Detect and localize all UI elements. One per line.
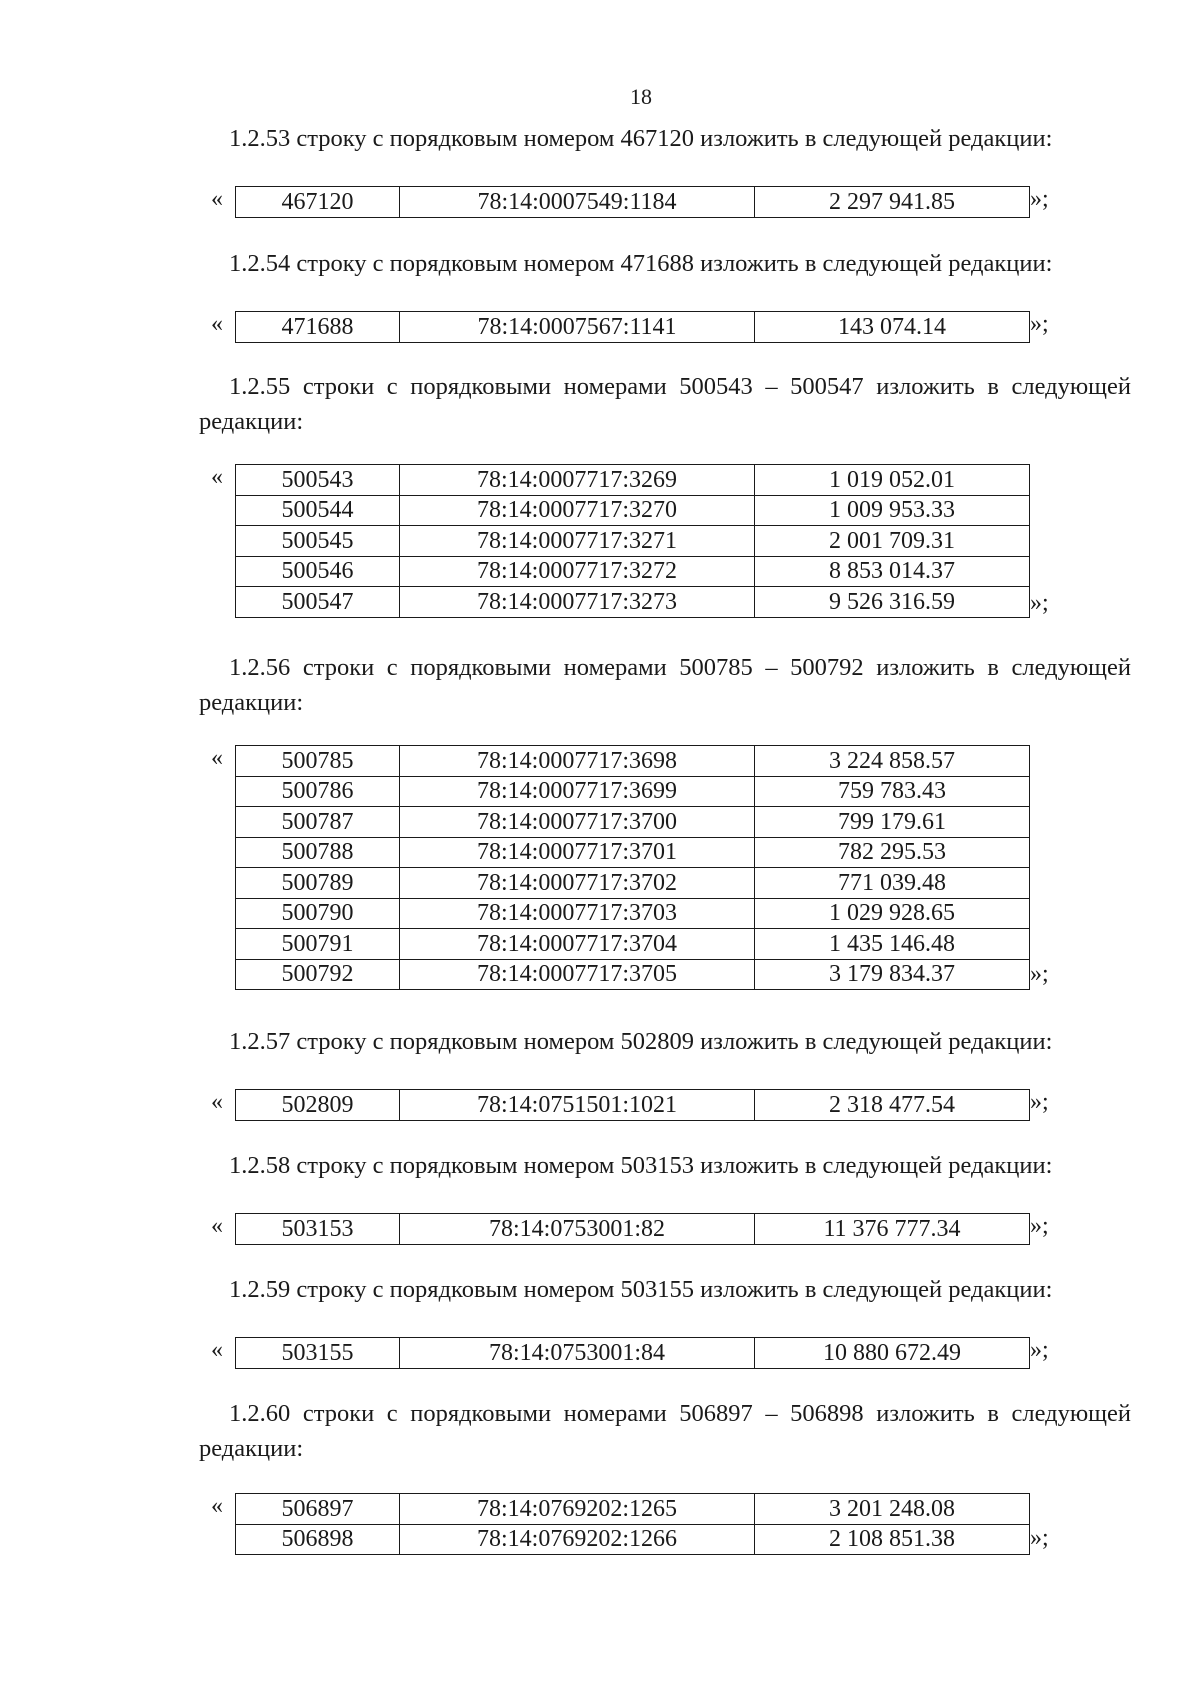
value-cell: 1 029 928.65: [755, 898, 1030, 929]
value-cell: 1 435 146.48: [755, 929, 1030, 960]
close-quote: »;: [1030, 1089, 1049, 1115]
table-row: [236, 187, 1030, 218]
data-table: [235, 1089, 1030, 1121]
open-quote: «: [211, 1493, 223, 1519]
value-cell: 2 108 851.38: [755, 1524, 1030, 1555]
close-quote: »;: [1030, 186, 1049, 212]
cadastral-number-cell: 78:14:0007717:3703: [400, 898, 755, 929]
data-table: [235, 186, 1030, 218]
cadastral-number-cell: 78:14:0007717:3273: [400, 587, 755, 618]
value-cell: 9 526 316.59: [755, 587, 1030, 618]
table-row: [236, 312, 1030, 343]
table-row: [236, 1494, 1030, 1525]
row-number-cell: 500544: [236, 495, 400, 526]
table-row: [236, 929, 1030, 960]
close-quote: »;: [1030, 961, 1049, 987]
section-1-2-54-text: 1.2.54 строку с порядковым номером 471688 изложить в следующей редакции:: [229, 250, 1053, 277]
open-quote: «: [211, 745, 223, 771]
section-1-2-53-text: 1.2.53 строку с порядковым номером 467120 изложить в следующей редакции:: [229, 125, 1053, 152]
cadastral-number-cell: 78:14:0007717:3704: [400, 929, 755, 960]
cadastral-number-cell: 78:14:0769202:1265: [400, 1494, 755, 1525]
value-cell: 8 853 014.37: [755, 556, 1030, 587]
value-cell: 2 001 709.31: [755, 526, 1030, 557]
row-number-cell: 500547: [236, 587, 400, 618]
cadastral-number-cell: 78:14:0007567:1141: [400, 312, 755, 343]
cadastral-number-cell: 78:14:0007549:1184: [400, 187, 755, 218]
row-number-cell: 500789: [236, 868, 400, 899]
data-table: [235, 311, 1030, 343]
section-1-2-57-text: 1.2.57 строку с порядковым номером 502809 изложить в следующей редакции:: [229, 1028, 1053, 1055]
open-quote: «: [211, 1337, 223, 1363]
value-cell: 10 880 672.49: [755, 1338, 1030, 1369]
row-number-cell: 500543: [236, 465, 400, 496]
cadastral-number-cell: 78:14:0007717:3271: [400, 526, 755, 557]
open-quote: «: [211, 1089, 223, 1115]
row-number-cell: 500546: [236, 556, 400, 587]
section-1-2-60-text: 1.2.60 строки с порядковыми номерами 506897 – 506898 изложить в следующей редакции:: [199, 1400, 1131, 1462]
close-quote: »;: [1030, 311, 1049, 337]
table-row: [236, 526, 1030, 557]
row-number-cell: 502809: [236, 1090, 400, 1121]
open-quote: «: [211, 311, 223, 337]
value-cell: 759 783.43: [755, 776, 1030, 807]
row-number-cell: 500791: [236, 929, 400, 960]
value-cell: 1 019 052.01: [755, 465, 1030, 496]
row-number-cell: 503153: [236, 1214, 400, 1245]
close-quote: »;: [1030, 590, 1049, 616]
table-row: [236, 587, 1030, 618]
close-quote: »;: [1030, 1525, 1049, 1551]
row-number-cell: 500786: [236, 776, 400, 807]
value-cell: 771 039.48: [755, 868, 1030, 899]
table-row: [236, 746, 1030, 777]
table-row: [236, 837, 1030, 868]
table-row: [236, 807, 1030, 838]
table-row: [236, 868, 1030, 899]
row-number-cell: 506898: [236, 1524, 400, 1555]
table-row: [236, 1214, 1030, 1245]
cadastral-number-cell: 78:14:0007717:3270: [400, 495, 755, 526]
cadastral-number-cell: 78:14:0007717:3698: [400, 746, 755, 777]
open-quote: «: [211, 464, 223, 490]
row-number-cell: 467120: [236, 187, 400, 218]
row-number-cell: 503155: [236, 1338, 400, 1369]
cadastral-number-cell: 78:14:0769202:1266: [400, 1524, 755, 1555]
cadastral-number-cell: 78:14:0007717:3701: [400, 837, 755, 868]
value-cell: 11 376 777.34: [755, 1214, 1030, 1245]
row-number-cell: 500787: [236, 807, 400, 838]
value-cell: 143 074.14: [755, 312, 1030, 343]
row-number-cell: 500788: [236, 837, 400, 868]
table-row: [236, 465, 1030, 496]
row-number-cell: 500785: [236, 746, 400, 777]
close-quote: »;: [1030, 1337, 1049, 1363]
table-row: [236, 1090, 1030, 1121]
table-row: [236, 776, 1030, 807]
open-quote: «: [211, 186, 223, 212]
section-1-2-56-text: 1.2.56 строки с порядковыми номерами 500785 – 500792 изложить в следующей редакции:: [199, 654, 1131, 716]
table-row: [236, 1338, 1030, 1369]
value-cell: 2 318 477.54: [755, 1090, 1030, 1121]
row-number-cell: 506897: [236, 1494, 400, 1525]
data-table: [235, 745, 1030, 990]
cadastral-number-cell: 78:14:0007717:3699: [400, 776, 755, 807]
table-row: [236, 959, 1030, 990]
row-number-cell: 500545: [236, 526, 400, 557]
value-cell: 2 297 941.85: [755, 187, 1030, 218]
page-number: 18: [630, 84, 652, 109]
section-1-2-55-text: 1.2.55 строки с порядковыми номерами 500543 – 500547 изложить в следующей редакции:: [199, 373, 1131, 435]
cadastral-number-cell: 78:14:0751501:1021: [400, 1090, 755, 1121]
cadastral-number-cell: 78:14:0007717:3269: [400, 465, 755, 496]
value-cell: 3 224 858.57: [755, 746, 1030, 777]
row-number-cell: 471688: [236, 312, 400, 343]
table-row: [236, 556, 1030, 587]
value-cell: 1 009 953.33: [755, 495, 1030, 526]
cadastral-number-cell: 78:14:0007717:3702: [400, 868, 755, 899]
data-table: [235, 1213, 1030, 1245]
value-cell: 3 179 834.37: [755, 959, 1030, 990]
data-table: [235, 1493, 1030, 1555]
section-1-2-58-text: 1.2.58 строку с порядковым номером 503153 изложить в следующей редакции:: [229, 1152, 1053, 1179]
table-row: [236, 1524, 1030, 1555]
data-table: [235, 464, 1030, 618]
data-table: [235, 1337, 1030, 1369]
table-row: [236, 898, 1030, 929]
row-number-cell: 500792: [236, 959, 400, 990]
value-cell: 799 179.61: [755, 807, 1030, 838]
cadastral-number-cell: 78:14:0007717:3700: [400, 807, 755, 838]
section-1-2-59-text: 1.2.59 строку с порядковым номером 503155 изложить в следующей редакции:: [229, 1276, 1053, 1303]
value-cell: 782 295.53: [755, 837, 1030, 868]
cadastral-number-cell: 78:14:0753001:84: [400, 1338, 755, 1369]
cadastral-number-cell: 78:14:0007717:3705: [400, 959, 755, 990]
value-cell: 3 201 248.08: [755, 1494, 1030, 1525]
close-quote: »;: [1030, 1213, 1049, 1239]
table-row: [236, 495, 1030, 526]
cadastral-number-cell: 78:14:0007717:3272: [400, 556, 755, 587]
cadastral-number-cell: 78:14:0753001:82: [400, 1214, 755, 1245]
open-quote: «: [211, 1213, 223, 1239]
row-number-cell: 500790: [236, 898, 400, 929]
